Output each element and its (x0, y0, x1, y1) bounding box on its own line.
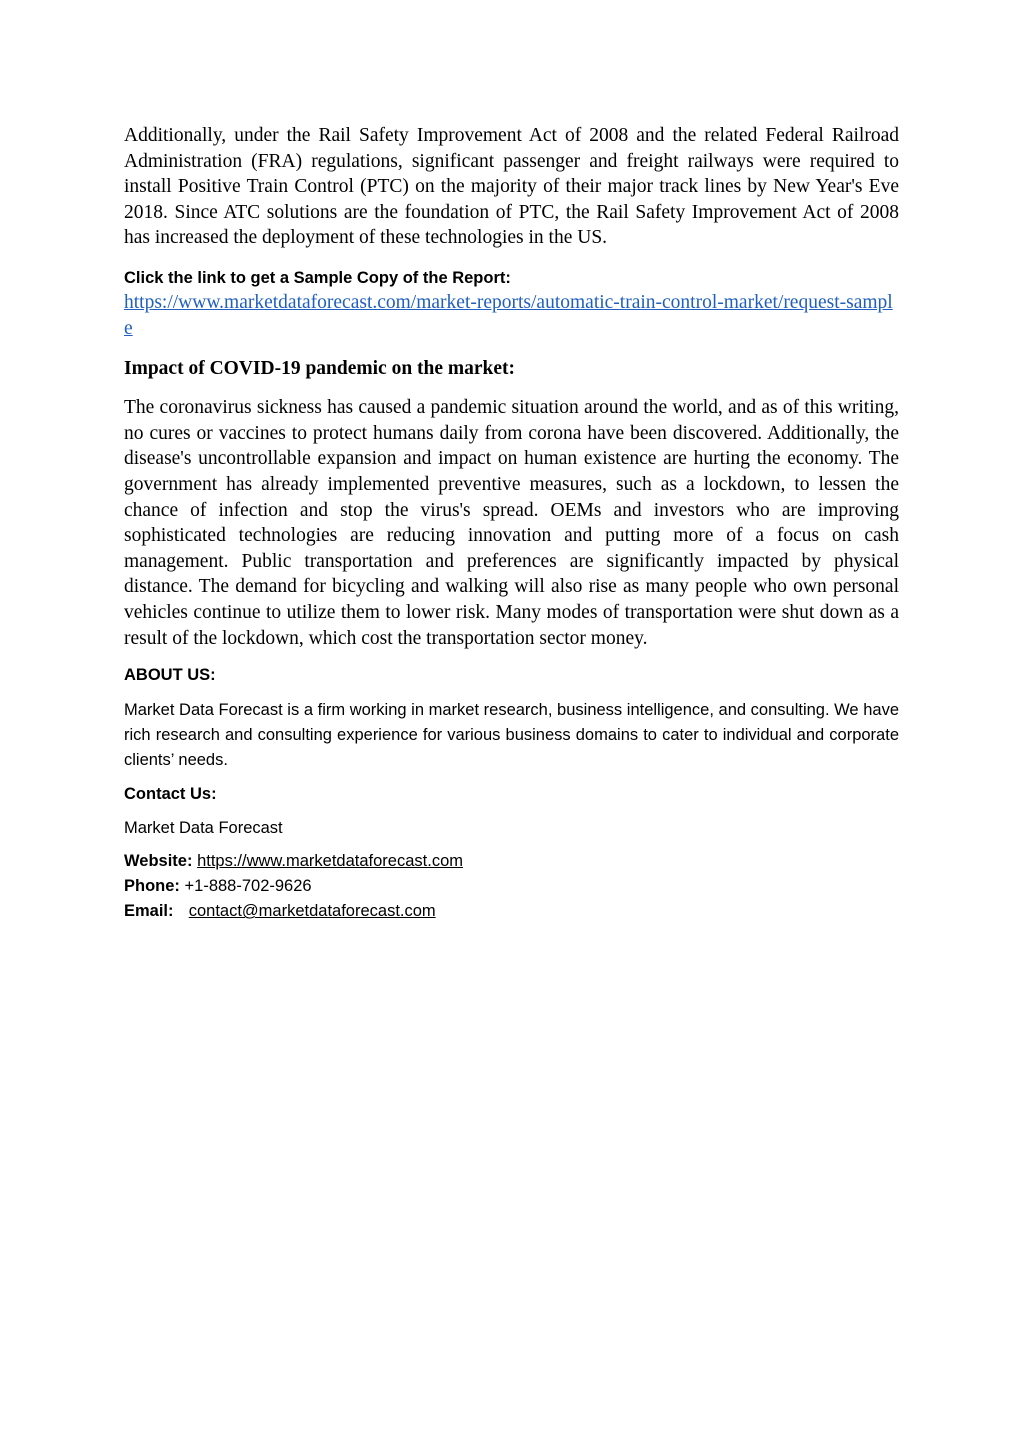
website-link[interactable]: https://www.marketdataforecast.com (197, 852, 463, 871)
intro-paragraph: Additionally, under the Rail Safety Improvement Act of 2008 and the related Federal Railroad Administration (FRA) regulations, significant passenger and freight railways were required to install Positive Train Control (PTC) on the majority of their major track lines by New Year's Eve 2018. Since ATC solutions are the foundation of PTC, the Rail Safety Improvement Act of 2008 has increased the deployment of these technologies in the US. (124, 125, 899, 249)
phone-label: Phone: (124, 877, 180, 896)
contact-heading: Contact Us: (124, 785, 217, 804)
sample-copy-label: Click the link to get a Sample Copy of the Report: (124, 269, 511, 287)
sample-copy-section (124, 266, 899, 341)
covid-heading: Impact of COVID-19 pandemic on the market: (124, 358, 516, 380)
email-row (124, 899, 899, 924)
email-label: Email: (124, 902, 174, 921)
website-row (124, 849, 899, 874)
about-heading: ABOUT US: (124, 666, 216, 685)
about-paragraph: Market Data Forecast is a firm working in market research, business intelligence, and consulting. We have rich research and consulting experience for various business domains to cater to individual and corporate clients’ needs. (124, 701, 899, 770)
company-name: Market Data Forecast (124, 819, 283, 838)
document-page (124, 123, 899, 924)
sample-copy-link[interactable]: https://www.marketdataforecast.com/market-reports/automatic-train-control-market/request-sample (124, 292, 893, 339)
contact-details (124, 849, 899, 924)
phone-value: +1-888-702-9626 (184, 877, 312, 896)
website-label: Website: (124, 852, 193, 871)
phone-row (124, 874, 899, 899)
email-link[interactable]: contact@marketdataforecast.com (188, 902, 436, 921)
covid-paragraph: The coronavirus sickness has caused a pandemic situation around the world, and as of this writing, no cures or vaccines to protect humans daily from corona have been discovered. Additionally, the disease's uncontrollable expansion and impact on human existence are hurting the economy. The government has already implemented preventive measures, such as a lockdown, to lessen the chance of infection and stop the virus's spread. OEMs and investors who are improving sophisticated technologies are reducing innovation and putting more of a focus on cash management. Public transportation and preferences are significantly impacted by physical distance. The demand for bicycling and walking will also rise as many people who own personal vehicles continue to utilize them to lower risk. Many modes of transportation were shut down as a result of the lockdown, which cost the transportation sector money. (124, 397, 899, 649)
